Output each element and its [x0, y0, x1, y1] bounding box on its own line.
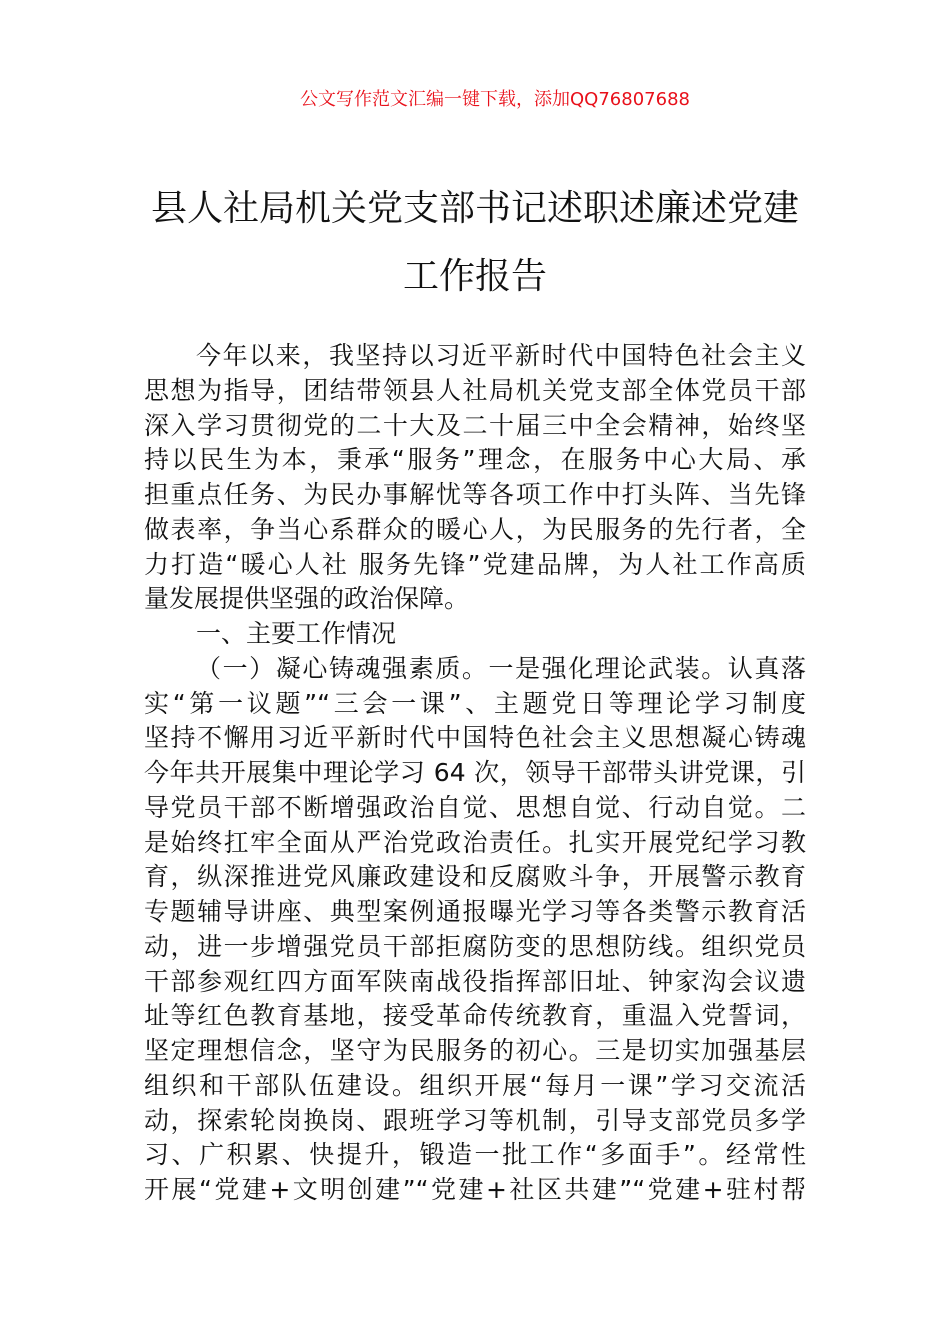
body-text-line: 组织和干部队伍建设。组织开展“每月一课”学习交流活	[144, 1070, 806, 1100]
body-text-line: 今年共开展集中理论学习 64 次，领导干部带头讲党课，引	[144, 758, 806, 787]
document-title-line-2: 工作报告	[402, 256, 547, 297]
body-text-line: 做表率，争当心系群众的暖心人，为民服务的先行者，全	[144, 514, 806, 544]
body-text-line: 今年以来，我坚持以习近平新时代中国特色社会主义	[196, 341, 806, 370]
body-text-line: 实“第一议题”“三会一课”、主题党日等理论学习制度	[144, 688, 806, 718]
document-body	[144, 339, 806, 1208]
body-text-line: 深入学习贯彻党的二十大及二十届三中全会精神，始终坚	[144, 410, 806, 440]
body-text-line: 习、广积累、快提升，锻造一批工作“多面手”。经常性	[144, 1140, 806, 1170]
body-text-line: 育，纵深推进党风廉政建设和反腐败斗争，开展警示教育	[144, 862, 806, 892]
body-text-line: 一、主要工作情况	[196, 619, 397, 648]
body-text-line: 量发展提供坚强的政治保障。	[144, 584, 470, 614]
body-text-line: 导党员干部不断增强政治自觉、思想自觉、行动自觉。二	[144, 792, 806, 822]
body-text-line: 动，探索轮岗换岗、跟班学习等机制，引导支部党员多学	[144, 1105, 806, 1135]
body-text-line: 专题辅导讲座、典型案例通报曝光学习等各类警示教育活	[144, 897, 806, 926]
document-title-line-1: 县人社局机关党支部书记述职述廉述党建	[150, 188, 799, 229]
body-text-line: 开展“党建+文明创建”“党建+社区共建”“党建+驻村帮	[144, 1175, 806, 1204]
body-text-line: 担重点任务、为民办事解忧等各项工作中打头阵、当先锋	[144, 480, 806, 509]
body-text-line: （一）凝心铸魂强素质。一是强化理论武装。认真落	[196, 653, 806, 683]
body-text-line: 思想为指导，团结带领县人社局机关党支部全体党员干部	[144, 375, 806, 405]
body-text-line: 是始终扛牢全面从严治党政治责任。扎实开展党纪学习教	[144, 827, 806, 857]
watermark-banner: 公文写作范文汇编一键下载，添加QQ76807688	[300, 89, 690, 110]
body-text-line: 干部参观红四方面军陕南战役指挥部旧址、钟家沟会议遗	[144, 966, 806, 996]
body-text-line: 持以民生为本，秉承“服务”理念，在服务中心大局、承	[144, 445, 806, 475]
body-text-line: 力打造“暖心人社 服务先锋”党建品牌，为人社工作高质	[144, 549, 806, 579]
body-text-line: 坚持不懈用习近平新时代中国特色社会主义思想凝心铸魂	[144, 723, 806, 753]
body-text-line: 坚定理想信念，坚守为民服务的初心。三是切实加强基层	[144, 1036, 806, 1065]
body-text-line: 动，进一步增强党员干部拒腐防变的思想防线。组织党员	[144, 931, 806, 961]
body-text-line: 址等红色教育基地，接受革命传统教育，重温入党誓词，	[144, 1001, 806, 1031]
